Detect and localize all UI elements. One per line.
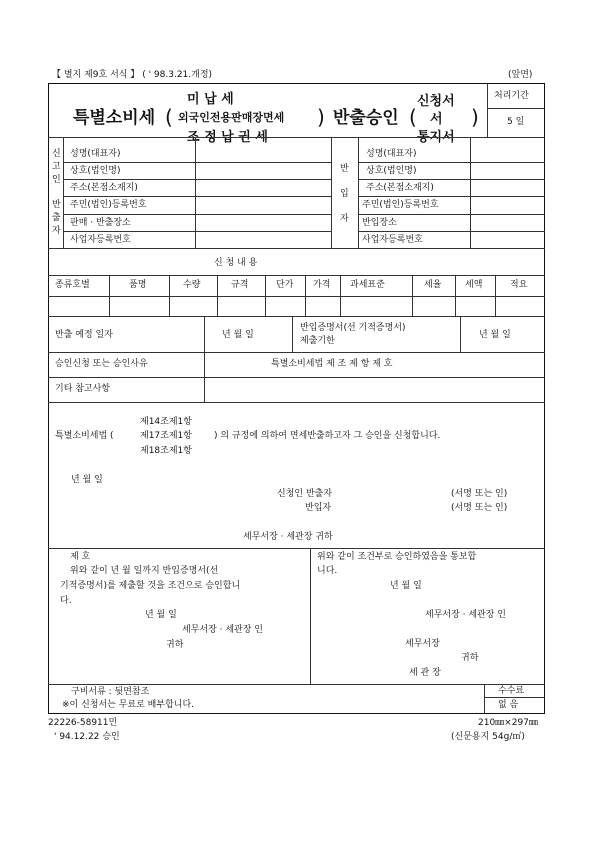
- title-paren-open: (: [165, 105, 173, 129]
- article-14: 제14조제1항: [140, 417, 192, 427]
- receiver-bizno-label: 사업자등록번호: [362, 235, 423, 245]
- applicant-regno-label: 주민(법인)등록번호: [70, 200, 147, 210]
- title-main-left: 특별소비세: [73, 108, 156, 128]
- article-17: 제17조제1항: [140, 431, 192, 441]
- cert-deadline-value: 년 월 일: [479, 330, 511, 340]
- col-taxbase: 과세표준: [350, 280, 385, 290]
- left-notice-line1: 위와 같이 년 월 일까지 반입증명서(선: [70, 566, 219, 576]
- title-doc-mid: 서: [430, 112, 443, 127]
- cert-deadline-label-2: 제출기한: [300, 336, 335, 346]
- sign-receiver: (서명 또는 인): [451, 503, 508, 513]
- right-notice-officer2: 세무서장: [405, 639, 440, 649]
- statement-addressee: 세무서장 · 세관장 귀하: [243, 532, 333, 542]
- left-notice-line2: 기적증명서)를 제출할 것을 조건으로 승인합니: [60, 581, 241, 591]
- applicant-place-label: 판매 · 반출장소: [70, 218, 131, 228]
- other-label: 기타 참고사항: [55, 384, 111, 394]
- right-notice-to: 귀하: [461, 653, 479, 663]
- form-number: 【 별지 제9호 서식 】 ( ' 98.3.21.개정): [52, 70, 213, 80]
- applicant-address-label: 주소(본점소재지): [70, 183, 138, 193]
- title-main-right: 반출승인: [333, 108, 399, 128]
- paper-type: (신문용지 54g/㎡): [451, 732, 525, 742]
- col-taxamount: 세액: [465, 280, 483, 290]
- sign-shipper: (서명 또는 인): [451, 489, 508, 499]
- free-note: ※이 신청서는 무료로 배부합니다.: [62, 700, 195, 710]
- content-section-title: 신 청 내 용: [214, 258, 258, 268]
- title-bottom-line: 조 정 납 권 세: [187, 130, 268, 145]
- title-paren-close-2: ): [471, 105, 479, 129]
- form-code: 22226-58911민: [48, 718, 118, 728]
- applicant-name-label: 성명(대표자): [70, 149, 121, 159]
- left-notice-date: 년 월 일: [145, 610, 177, 620]
- title-doc-bottom: 통지서: [417, 130, 455, 145]
- left-notice-line3: 다.: [60, 596, 72, 606]
- applicant-bizno-label: 사업자등록번호: [70, 235, 131, 245]
- shipment-date-value: 년 월 일: [222, 330, 254, 340]
- applicant-side-label: 신 고 인 반 출 자: [52, 149, 61, 236]
- right-notice-line1: 위와 같이 조건부로 승인하였음을 통보합: [317, 552, 477, 562]
- fee-label: 수수료: [498, 686, 525, 696]
- title-middle-line: 외국인전용판매장면세: [178, 111, 285, 124]
- statement-suffix: ) 의 규정에 의하여 면세반출하고자 그 승인을 신청합니다.: [214, 431, 441, 441]
- receiver-place-label: 반입장소: [362, 218, 397, 228]
- col-price: 가격: [313, 280, 331, 290]
- processing-label: 처리기간: [494, 91, 529, 101]
- receiver-name-label: 성명(대표자): [366, 149, 417, 159]
- col-item: 품명: [129, 280, 147, 290]
- page-side: (앞면): [508, 70, 533, 80]
- receiver-address-label: 주소(본점소재지): [366, 183, 434, 193]
- col-taxrate: 세율: [424, 280, 442, 290]
- receiver-regno-label: 주민(법인)등록번호: [362, 200, 439, 210]
- paper-size: 210㎜×297㎜: [478, 718, 538, 728]
- col-type: 종류호별: [55, 280, 90, 290]
- col-remark: 적요: [510, 280, 528, 290]
- right-notice-date: 년 월 일: [390, 581, 422, 591]
- shipment-date-label: 반출 예정 일자: [55, 330, 113, 340]
- approval-date: ' 94.12.22 승인: [54, 732, 120, 742]
- left-notice-to: 귀하: [166, 640, 184, 650]
- right-notice-line2: 니다.: [317, 566, 338, 576]
- col-spec: 규격: [231, 280, 249, 290]
- applicant-shipper: 신청인 반출자: [277, 489, 333, 499]
- title-top-line: 미 납 세: [187, 92, 234, 107]
- reason-label: 승인신청 또는 승인사유: [55, 359, 148, 369]
- receiver-company-label: 상호(법인명): [366, 166, 417, 176]
- right-notice-customs: 세 관 장: [409, 668, 441, 678]
- title-doc-top: 신청서: [417, 94, 455, 109]
- title-paren-close: ): [317, 105, 325, 129]
- article-18: 제18조제1항: [140, 446, 192, 456]
- left-notice-heading: 제 호: [70, 552, 91, 562]
- left-notice-officer: 세무서장 · 세관장 인: [182, 625, 263, 635]
- col-unitprice: 단가: [276, 280, 294, 290]
- right-notice-officer: 세무서장 · 세관장 인: [425, 610, 506, 620]
- applicant-company-label: 상호(법인명): [70, 166, 121, 176]
- col-qty: 수량: [183, 280, 201, 290]
- processing-value: 5 일: [507, 117, 525, 127]
- applicant-receiver: 반입자: [305, 503, 332, 513]
- reason-value: 특별소비세법 제 조 제 항 제 호: [271, 359, 393, 369]
- law-prefix: 특별소비세법 (: [55, 431, 114, 441]
- fee-value: 없 음: [498, 700, 519, 710]
- title-paren-open-2: (: [409, 105, 417, 129]
- required-docs: 구비서류 : 뒷면참조: [71, 687, 150, 697]
- statement-date: 년 월 일: [71, 475, 103, 485]
- cert-deadline-label-1: 반입증명서(선 기적증명서): [300, 323, 406, 333]
- receiver-side-label: 반 입 자: [340, 164, 349, 224]
